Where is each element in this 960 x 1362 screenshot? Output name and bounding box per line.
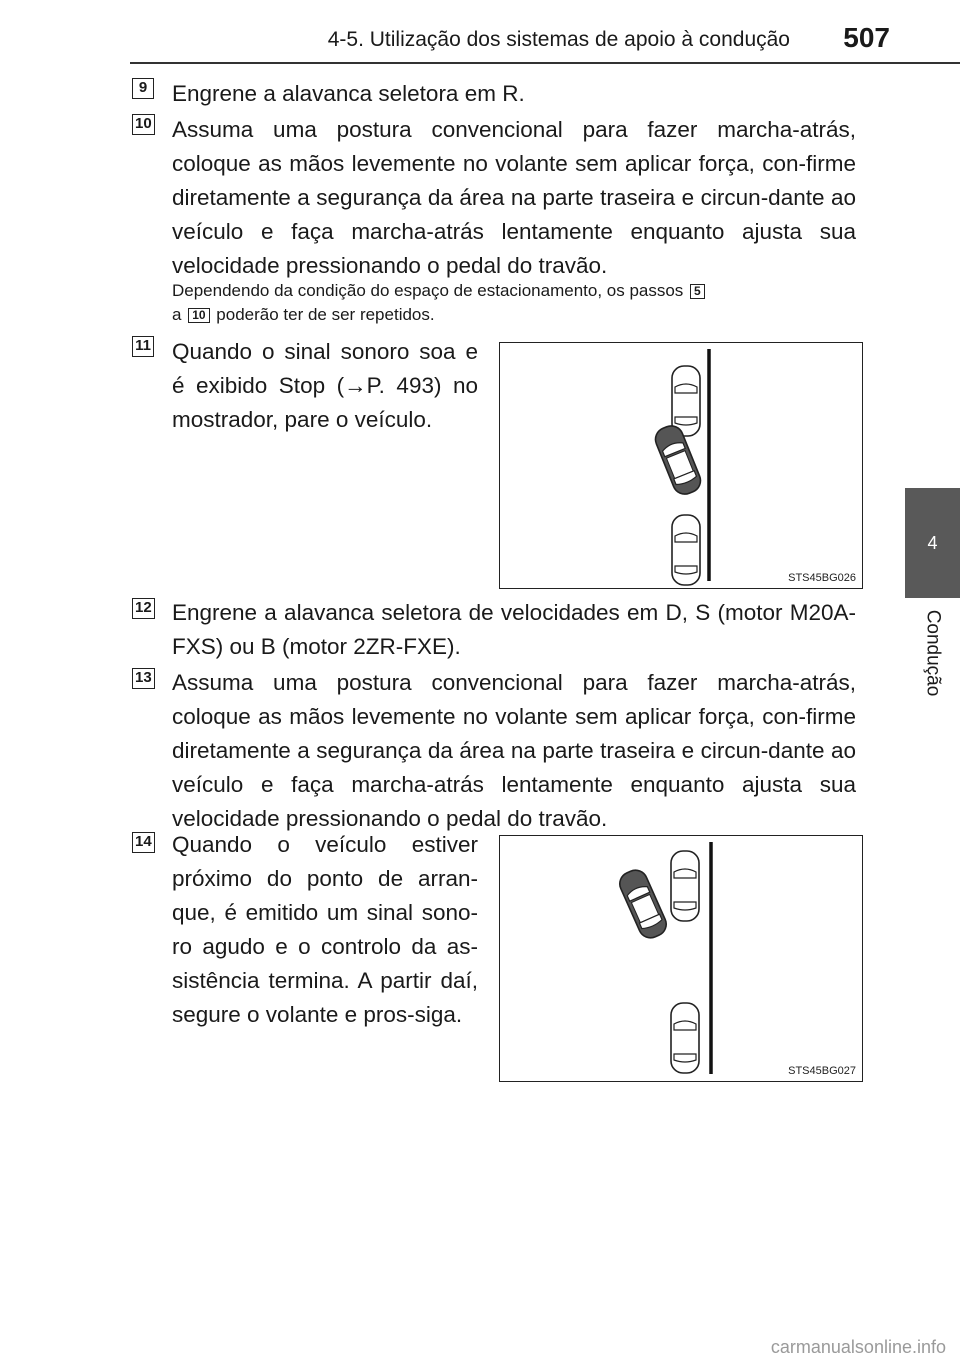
step-number-13: 13 <box>132 668 155 689</box>
parked-car-front <box>672 366 700 436</box>
figure-code: STS45BG026 <box>788 572 856 584</box>
note-text-1: Dependendo da condição do espaço de estacionamento, os passos <box>172 281 684 300</box>
chapter-tab <box>905 488 960 598</box>
step-text-9: Engrene a alavanca seletora em R. <box>172 81 525 106</box>
header-divider <box>130 62 960 64</box>
step-text-14: Quando o veículo estiver próximo do ponto de arran-que, é emitido um sinal sono-ro agudo e o controlo da as-sistência termina. A partir daí, segure o volante e pros-siga. <box>172 832 478 1027</box>
step-number-14: 14 <box>132 832 155 853</box>
step-text-11: Quando o sinal sonoro soa e é exibido Stop (→P. 493) no mostrador, pare o veículo. <box>172 339 478 432</box>
parked-car-front <box>671 851 699 921</box>
note-step-ref-5: 5 <box>690 284 705 299</box>
figure-code: STS45BG027 <box>788 1065 856 1077</box>
step-number-9: 9 <box>132 78 154 99</box>
note-step-ref-10: 10 <box>188 308 209 323</box>
page-number: 507 <box>843 22 890 53</box>
chapter-label: Condução <box>922 609 944 697</box>
step-text-13: Assuma uma postura convencional para fazer marcha-atrás, coloque as mãos levemente no volante sem aplicar força, con-firme diretamente a segurança da área na parte traseira e circun-dante ao veículo e faça marcha-atrás lentamente enquanto ajusta sua velocidade pressionando o pedal do travão. <box>172 670 856 831</box>
parking-diagram-2 <box>500 836 861 1080</box>
note-text-3: poderão ter de ser repetidos. <box>216 305 435 324</box>
parking-diagram-1 <box>500 343 861 587</box>
parking-figure-1 <box>499 342 863 589</box>
step-text-12: Engrene a alavanca seletora de velocidades em D, S (motor M20A-FXS) ou B (motor 2ZR-FXE). <box>172 600 856 659</box>
step-text-10: Assuma uma postura convencional para fazer marcha-atrás, coloque as mãos levemente no volante sem aplicar força, con-firme diretamente a segurança da área na parte traseira e circun-dante ao veículo e faça marcha-atrás lentamente enquanto ajusta sua velocidade pressionando o pedal do travão. <box>172 117 856 278</box>
step-number-12: 12 <box>132 598 155 619</box>
step-number-10: 10 <box>132 114 155 135</box>
parked-car-rear <box>671 1003 699 1073</box>
section-title: 4-5. Utilização dos sistemas de apoio à condução <box>327 28 790 51</box>
parking-figure-2 <box>499 835 863 1082</box>
repeat-note <box>172 279 862 327</box>
watermark: carmanualsonline.info <box>770 1337 946 1357</box>
step-number-11: 11 <box>132 336 154 357</box>
chapter-label-area <box>905 598 960 708</box>
chapter-number: 4 <box>927 532 938 553</box>
exiting-car <box>616 866 670 941</box>
parked-car-rear <box>672 515 700 585</box>
note-text-2: a <box>172 305 182 324</box>
